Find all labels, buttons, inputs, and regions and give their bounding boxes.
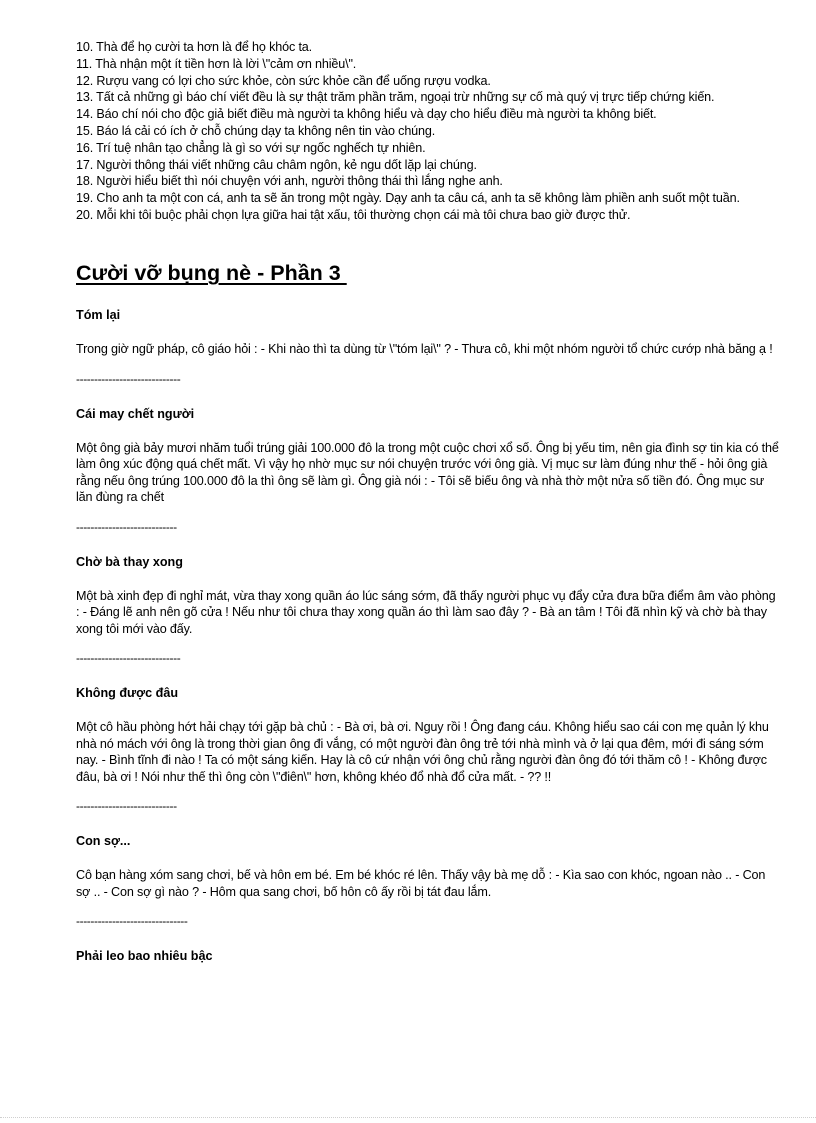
joke-body: Cô bạn hàng xóm sang chơi, bế và hôn em bé. Em bé khóc ré lên. Thấy vậy bà mẹ dỗ : - Kìa sao con khóc, ngoan nào .. - Con sợ .. - Con sợ gì nào ? - Hôm qua sang chơi, bố hôn cô ấy rồi bị tát đau lắm. <box>76 868 766 899</box>
joke-title: Chờ bà thay xong <box>76 554 183 569</box>
list-item: 14. Báo chí nói cho độc giả biết điều mà người ta không hiểu và dạy cho hiểu điều mà người ta không biết. <box>76 107 657 122</box>
joke-body: Trong giờ ngữ pháp, cô giáo hỏi : - Khi nào thì ta dùng từ \"tóm lại\" ? - Thưa cô, khi một nhóm người tổ chức cướp nhà băng ạ ! <box>76 342 773 357</box>
separator: ----------------------------- <box>76 371 181 386</box>
aphorism-list <box>76 40 781 222</box>
joke-body: Một ông già bảy mươi nhăm tuổi trúng giải 100.000 đô la trong một cuộc chơi xổ số. Ông bị yếu tim, nên gia đình sợ tin kia có thể làm ông xúc động quá chết mất. Vì vậy họ nhờ mục sư nói chuyện trước với ông già. Vị mục sư làm đúng như thế - hỏi ông già rằng nếu ông trúng 100.000 đô la thì ông sẽ làm gì. Ông già nói : - Tôi sẽ biếu ông và nhà thờ một nửa số tiền đó. Ông mục sư lăn đùng ra chết <box>76 440 779 505</box>
list-item: 18. Người hiểu biết thì nói chuyện với anh, người thông thái thì lắng nghe anh. <box>76 174 503 189</box>
list-item: 16. Trí tuệ nhân tạo chẳng là gì so với sự ngốc nghếch tự nhiên. <box>76 140 426 155</box>
list-item: 17. Người thông thái viết những câu châm ngôn, kẻ ngu dốt lặp lại chúng. <box>76 157 477 172</box>
separator: ----------------------------- <box>76 651 181 666</box>
list-item: 10. Thà để họ cười ta hơn là để họ khóc ta. <box>76 40 313 54</box>
page-bottom-border <box>0 1117 816 1119</box>
joke-body: Một bà xinh đẹp đi nghỉ mát, vừa thay xong quần áo lúc sáng sớm, đã thấy người phục vụ đẩy cửa đưa bữa điểm âm vào phòng : - Đáng lẽ anh nên gõ cửa ! Nếu như tôi chưa thay xong quần áo thì làm sao đây ? - Bà an tâm ! Tôi đã nhìn kỹ và chờ bà thay xong tôi mới vào đấy. <box>76 588 776 636</box>
joke-title: Con sợ... <box>76 834 131 849</box>
separator: ---------------------------- <box>76 799 177 814</box>
joke-title: Không được đâu <box>76 686 179 701</box>
joke-title: Cái may chết người <box>76 406 195 421</box>
joke-title: Phải leo bao nhiêu bậc <box>76 949 213 964</box>
list-item: 15. Báo lá cải có ích ở chỗ chúng dạy ta không nên tin vào chúng. <box>76 123 436 138</box>
joke-body: Một cô hầu phòng hớt hải chạy tới gặp bà chủ : - Bà ơi, bà ơi. Nguy rồi ! Ông đang cáu. Không hiểu sao cái con mẹ quản lý khu nhà nó mách với ông là trong thời gian ông đi vắng, có một người đàn ông trẻ tới nhà mình và ở lại qua đêm, mới đi sáng sớm nay. - Bình tĩnh đi nào ! Ta có một sáng kiến. Hay là cô cứ nhận với ông chủ rằng người đàn ông đó tới thăm cô ! - Không được đâu, bà ơi ! Nói như thế thì ông còn \"điên\" hơn, không khéo đổ nhà đổ cửa mất. - ?? !! <box>76 720 769 784</box>
list-item: 20. Mỗi khi tôi buộc phải chọn lựa giữa hai tật xấu, tôi thường chọn cái mà tôi chưa bao giờ được thử. <box>76 207 631 222</box>
list-item: 11. Thà nhận một ít tiền hơn là lời \"cảm ơn nhiều\". <box>76 56 357 71</box>
separator: ---------------------------- <box>76 519 177 534</box>
section-title: Cười vỡ bụng nè - Phần 3 <box>76 261 347 286</box>
list-item: 13. Tất cả những gì báo chí viết đều là sự thật trăm phần trăm, ngoại trừ những sự cố mà quý vị trực tiếp chứng kiến. <box>76 90 715 105</box>
document-page <box>76 40 781 964</box>
joke-title: Tóm lại <box>76 308 121 323</box>
separator: ------------------------------- <box>76 914 188 929</box>
list-item: 12. Rượu vang có lợi cho sức khỏe, còn sức khỏe cần để uống rượu vodka. <box>76 73 491 88</box>
list-item: 19. Cho anh ta một con cá, anh ta sẽ ăn trong một ngày. Dạy anh ta câu cá, anh ta sẽ không làm phiền anh suốt một tuần. <box>76 191 740 206</box>
